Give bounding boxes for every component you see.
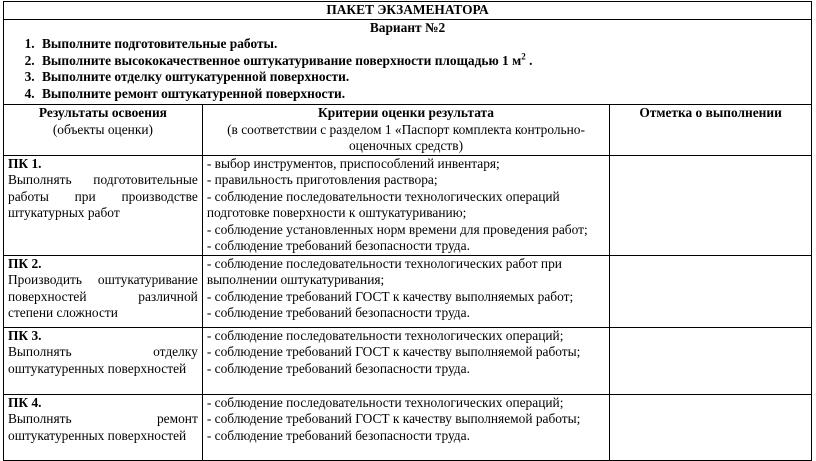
mark-cell[interactable] <box>610 327 812 394</box>
task-list <box>8 36 807 102</box>
header-row <box>4 105 812 156</box>
variant-row <box>4 19 812 105</box>
competency-code: ПК 2. <box>8 255 42 271</box>
criterion: - соблюдение требований ГОСТ к качеству выполняемой работы; <box>206 411 581 426</box>
package-title: ПАКЕТ ЭКЗАМЕНАТОРА <box>4 2 812 20</box>
mark-cell[interactable] <box>610 155 812 255</box>
competency-cell <box>4 327 203 394</box>
variant-label: Вариант №2 <box>369 19 446 35</box>
criterion: - соблюдение требований безопасности труда. <box>206 427 470 443</box>
competency-cell <box>4 155 203 255</box>
header-criteria: Критерии оценки результата (в соответствии с разделом 1 «Паспорт комплекта контрольно-оценочных средств) <box>202 105 609 156</box>
criterion: - соблюдение требований безопасности труда. <box>206 305 470 320</box>
competency-description: Выполнять отделку оштукатуренных поверхностей <box>8 344 198 376</box>
header-mark: Отметка о выполнении <box>610 105 812 156</box>
criterion: - выбор инструментов, приспособлений инвентаря; <box>206 155 500 171</box>
table-row <box>4 155 812 255</box>
criterion: - соблюдение последовательности технологических операций подготовке поверхности к оштукатуриванию; <box>206 188 560 220</box>
competency-cell <box>4 255 203 327</box>
task-item: 1. Выполните подготовительные работы. <box>38 36 807 53</box>
superscript: 2 <box>521 51 526 62</box>
header-results: Результаты освоения (объекты оценки) <box>4 105 203 156</box>
criterion: - соблюдение требований безопасности труда. <box>206 360 470 376</box>
task-item: 3. Выполните отделку оштукатуренной поверхности. <box>38 69 807 86</box>
task-item: 4. Выполните ремонт оштукатуренной поверхности. <box>38 86 807 103</box>
task-item: 2. Выполните высококачественное оштукатуривание поверхности площадью 1 $м^2$ . <box>38 53 807 70</box>
criterion: - соблюдение требований ГОСТ к качеству выполняемой работы; <box>206 344 581 359</box>
table-row <box>4 255 812 327</box>
competency-description: Выполнять подготовительные работы при производстве штукатурных работ <box>8 172 198 220</box>
mark-cell[interactable] <box>610 255 812 327</box>
criteria-cell <box>202 155 609 255</box>
table-row <box>4 327 812 394</box>
criterion: - соблюдение требований ГОСТ к качеству выполняемых работ; <box>206 288 574 304</box>
competency-description: Выполнять ремонт оштукатуренных поверхностей <box>8 411 198 443</box>
competency-code: ПК 4. <box>8 394 42 410</box>
table-row <box>4 394 812 460</box>
examiner-package-table <box>3 1 812 461</box>
criterion: - соблюдение последовательности технологических операций; <box>206 394 564 410</box>
variant-cell <box>4 19 812 105</box>
criterion: - соблюдение требований безопасности труда. <box>206 238 470 253</box>
criteria-cell <box>202 327 609 394</box>
competency-code: ПК 3. <box>8 327 42 343</box>
competency-code: ПК 1. <box>8 155 42 171</box>
criterion: - соблюдение последовательности технологических операций; <box>206 327 564 343</box>
mark-cell[interactable] <box>610 394 812 460</box>
criteria-cell <box>202 255 609 327</box>
criterion: - соблюдение последовательности технологических работ при выполнении оштукатуривания; <box>206 255 562 287</box>
criterion: - соблюдение установленных норм времени для проведения работ; <box>206 221 588 237</box>
competency-description: Производить оштукатуривание поверхностей различной степени сложности <box>8 272 198 320</box>
criteria-cell <box>202 394 609 460</box>
criterion: - правильность приготовления раствора; <box>206 172 438 187</box>
competency-cell <box>4 394 203 460</box>
title-row <box>4 2 812 20</box>
